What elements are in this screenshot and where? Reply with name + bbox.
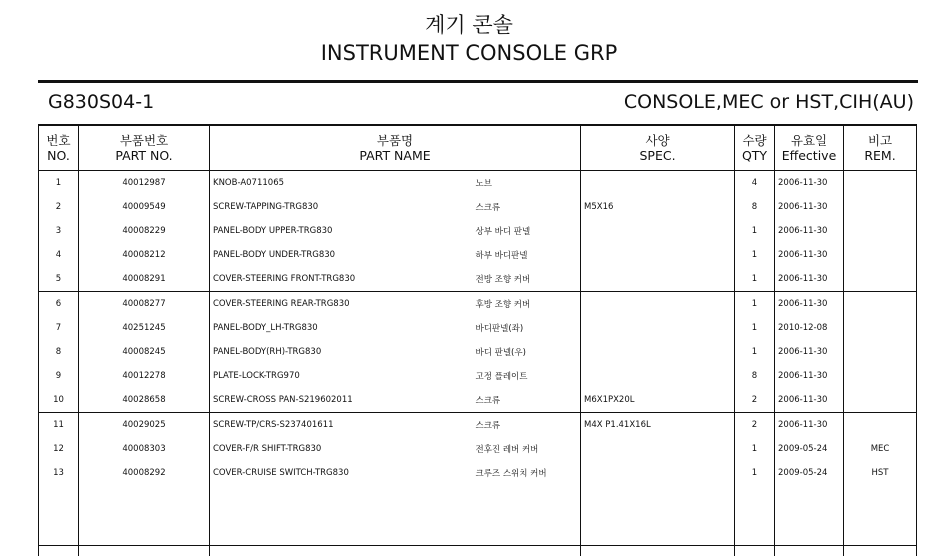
- table-row: [39, 171, 917, 196]
- row-part-name-ko: 전방 조향 커버: [474, 267, 581, 292]
- row-part-no: 40028658: [79, 388, 210, 413]
- col-header-qty: 수량 QTY: [735, 125, 775, 171]
- row-no: 10: [39, 388, 79, 413]
- row-spec: [581, 437, 735, 461]
- table-row: [39, 292, 917, 317]
- title-english: INSTRUMENT CONSOLE GRP: [0, 40, 938, 66]
- table-row: [39, 413, 917, 438]
- table-continuation-row: [39, 546, 917, 556]
- row-part-name-en: COVER-STEERING REAR-TRG830: [210, 292, 474, 317]
- row-part-no: 40008303: [79, 437, 210, 461]
- table-row: [39, 461, 917, 485]
- row-spec: M5X16: [581, 195, 735, 219]
- row-qty: 1: [735, 437, 775, 461]
- row-no: 1: [39, 171, 79, 196]
- row-part-name-en: PLATE-LOCK-TRG970: [210, 364, 474, 388]
- row-remarks: [844, 388, 917, 413]
- row-qty: 1: [735, 219, 775, 243]
- row-qty: 8: [735, 195, 775, 219]
- row-part-no: 40008291: [79, 267, 210, 292]
- row-no: 13: [39, 461, 79, 485]
- row-part-name-en: COVER-STEERING FRONT-TRG830: [210, 267, 474, 292]
- row-part-name-en: PANEL-BODY_LH-TRG830: [210, 316, 474, 340]
- row-effective: 2010-12-08: [775, 316, 844, 340]
- row-no: 11: [39, 413, 79, 438]
- row-spec: [581, 461, 735, 485]
- row-effective: 2006-11-30: [775, 292, 844, 317]
- row-part-no: 40008245: [79, 340, 210, 364]
- row-part-name-en: SCREW-TAPPING-TRG830: [210, 195, 474, 219]
- row-part-name-ko: 상부 바디 판넬: [474, 219, 581, 243]
- row-no: 8: [39, 340, 79, 364]
- row-part-name-ko: 크루즈 스위치 커버: [474, 461, 581, 485]
- row-no: 3: [39, 219, 79, 243]
- row-part-name-ko: 바디판넬(좌): [474, 316, 581, 340]
- row-part-name-en: PANEL-BODY UPPER-TRG830: [210, 219, 474, 243]
- row-part-no: 40009549: [79, 195, 210, 219]
- row-spec: [581, 364, 735, 388]
- row-no: 9: [39, 364, 79, 388]
- row-part-no: 40008212: [79, 243, 210, 267]
- col-header-part-no: 부품번호 PART NO.: [79, 125, 210, 171]
- row-spec: [581, 243, 735, 267]
- table-row: [39, 267, 917, 292]
- row-part-name-ko: 하부 바디판넬: [474, 243, 581, 267]
- row-qty: 1: [735, 316, 775, 340]
- row-effective: 2006-11-30: [775, 267, 844, 292]
- row-part-name-en: KNOB-A0711065: [210, 171, 474, 196]
- row-effective: 2006-11-30: [775, 413, 844, 438]
- row-effective: 2006-11-30: [775, 219, 844, 243]
- row-qty: 1: [735, 243, 775, 267]
- row-no: 5: [39, 267, 79, 292]
- row-part-name-ko: 노브: [474, 171, 581, 196]
- row-part-name-en: COVER-CRUISE SWITCH-TRG830: [210, 461, 474, 485]
- col-header-spec: 사양 SPEC.: [581, 125, 735, 171]
- row-no: 4: [39, 243, 79, 267]
- row-spec: [581, 340, 735, 364]
- row-spec: [581, 292, 735, 317]
- parts-table: [38, 124, 917, 556]
- row-effective: 2006-11-30: [775, 340, 844, 364]
- row-qty: 2: [735, 413, 775, 438]
- row-remarks: [844, 413, 917, 438]
- group-description: CONSOLE,MEC or HST,CIH(AU): [624, 90, 914, 114]
- row-spec: [581, 171, 735, 196]
- row-remarks: [844, 340, 917, 364]
- title-korean: 계기 콘솔: [0, 12, 938, 38]
- row-remarks: [844, 364, 917, 388]
- row-remarks: [844, 195, 917, 219]
- row-qty: 1: [735, 461, 775, 485]
- table-row: [39, 219, 917, 243]
- row-qty: 1: [735, 340, 775, 364]
- col-header-effective: 유효일 Effective: [775, 125, 844, 171]
- table-row: [39, 437, 917, 461]
- table-header-row: [39, 125, 917, 171]
- row-effective: 2006-11-30: [775, 364, 844, 388]
- group-code: G830S04-1: [48, 90, 154, 114]
- row-spec: [581, 316, 735, 340]
- row-part-name-en: SCREW-CROSS PAN-S219602011: [210, 388, 474, 413]
- row-part-name-en: PANEL-BODY(RH)-TRG830: [210, 340, 474, 364]
- row-part-no: 40008229: [79, 219, 210, 243]
- row-spec: M6X1PX20L: [581, 388, 735, 413]
- header-rule: [38, 80, 918, 83]
- row-part-name-ko: 스크류: [474, 413, 581, 438]
- row-remarks: [844, 316, 917, 340]
- row-part-name-ko: 바디 판넬(우): [474, 340, 581, 364]
- row-qty: 2: [735, 388, 775, 413]
- table-row: [39, 195, 917, 219]
- row-qty: 1: [735, 267, 775, 292]
- row-part-name-ko: 고정 플레이트: [474, 364, 581, 388]
- row-qty: 1: [735, 292, 775, 317]
- row-part-name-en: SCREW-TP/CRS-S237401611: [210, 413, 474, 438]
- row-remarks: MEC: [844, 437, 917, 461]
- table-row: [39, 316, 917, 340]
- table-row: [39, 364, 917, 388]
- row-no: 12: [39, 437, 79, 461]
- table-row: [39, 243, 917, 267]
- empty-row: [39, 485, 917, 546]
- table-row: [39, 340, 917, 364]
- row-no: 2: [39, 195, 79, 219]
- row-part-no: 40251245: [79, 316, 210, 340]
- row-part-no: 40012987: [79, 171, 210, 196]
- row-part-name-ko: 스크류: [474, 388, 581, 413]
- row-part-name-ko: 후방 조향 커버: [474, 292, 581, 317]
- row-effective: 2006-11-30: [775, 243, 844, 267]
- col-header-no: 번호 NO.: [39, 125, 79, 171]
- col-header-remarks: 비고 REM.: [844, 125, 917, 171]
- row-part-no: 40008277: [79, 292, 210, 317]
- row-remarks: [844, 243, 917, 267]
- row-remarks: [844, 267, 917, 292]
- table-row: [39, 388, 917, 413]
- row-effective: 2006-11-30: [775, 195, 844, 219]
- row-effective: 2006-11-30: [775, 171, 844, 196]
- col-header-part-name: 부품명 PART NAME: [210, 125, 581, 171]
- row-effective: 2009-05-24: [775, 461, 844, 485]
- row-part-name-en: COVER-F/R SHIFT-TRG830: [210, 437, 474, 461]
- row-remarks: HST: [844, 461, 917, 485]
- row-part-name-ko: 스크류: [474, 195, 581, 219]
- row-part-no: 40008292: [79, 461, 210, 485]
- row-qty: 4: [735, 171, 775, 196]
- row-effective: 2009-05-24: [775, 437, 844, 461]
- row-remarks: [844, 219, 917, 243]
- row-spec: [581, 219, 735, 243]
- row-qty: 8: [735, 364, 775, 388]
- row-part-no: 40029025: [79, 413, 210, 438]
- row-no: 6: [39, 292, 79, 317]
- row-remarks: [844, 171, 917, 196]
- row-remarks: [844, 292, 917, 317]
- row-no: 7: [39, 316, 79, 340]
- row-part-name-en: PANEL-BODY UNDER-TRG830: [210, 243, 474, 267]
- row-part-no: 40012278: [79, 364, 210, 388]
- row-spec: M4X P1.41X16L: [581, 413, 735, 438]
- row-spec: [581, 267, 735, 292]
- row-part-name-ko: 전후진 레버 커버: [474, 437, 581, 461]
- row-effective: 2006-11-30: [775, 388, 844, 413]
